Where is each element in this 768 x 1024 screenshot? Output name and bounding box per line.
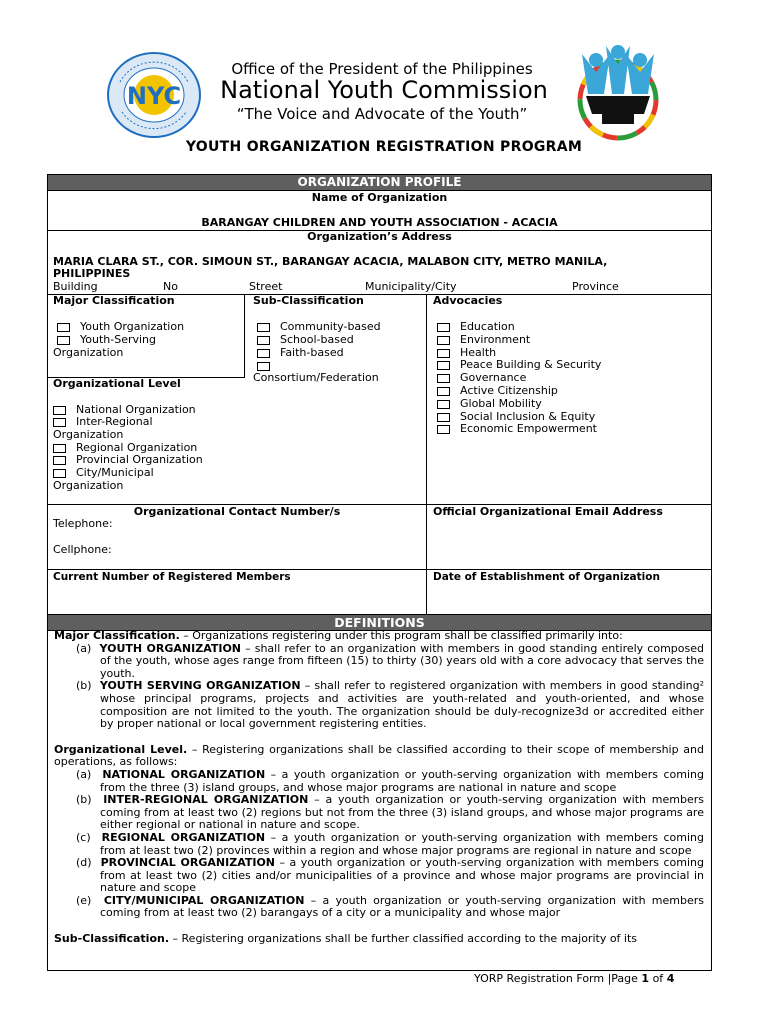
checkbox-inter-regional[interactable]: Inter-Regional xyxy=(53,415,153,428)
checkbox[interactable] xyxy=(437,387,450,396)
checkbox-national-organization[interactable]: National Organization xyxy=(53,403,196,416)
registration-form xyxy=(47,174,712,971)
commission-heading: National Youth Commission xyxy=(220,76,548,104)
checkbox[interactable] xyxy=(57,336,70,345)
definition-national: (a) NATIONAL ORGANIZATION – a youth organization or youth-serving organization with members coming from the three (3) island groups, and whose major programs are national in nature and scope xyxy=(76,767,705,794)
definitions-bar: DEFINITIONS xyxy=(48,615,711,630)
nyc-logo-text: NYC xyxy=(126,82,182,110)
checkbox-community-based[interactable]: Community-based xyxy=(257,320,381,333)
org-name-label: Name of Organization xyxy=(311,191,448,204)
checkbox-education[interactable]: Education xyxy=(437,320,515,333)
checkbox[interactable] xyxy=(437,361,450,370)
checkbox-economic-empowerment[interactable]: Economic Empowerment xyxy=(437,422,597,435)
page-footer: YORP Registration Form |Page 1 of 4 xyxy=(474,972,675,985)
definitions-text xyxy=(54,630,704,946)
checkbox[interactable] xyxy=(53,444,66,453)
org-address-value-line1[interactable]: MARIA CLARA ST., COR. SIMOUN ST., BARANGAY ACACIA, MALABON CITY, METRO MANILA, xyxy=(53,255,608,268)
city-municipal-label-cont: Organization xyxy=(53,479,124,492)
org-address-label: Organization’s Address xyxy=(307,230,452,243)
advocacies-label: Advocacies xyxy=(433,294,503,307)
address-building-label: Building xyxy=(53,280,98,293)
tagline: “The Voice and Advocate of the Youth” xyxy=(236,105,528,123)
email-address-label: Official Organizational Email Address xyxy=(433,505,663,518)
organization-profile-bar: ORGANIZATION PROFILE xyxy=(48,175,711,190)
address-street-label: Street xyxy=(249,280,283,293)
checkbox[interactable] xyxy=(257,323,270,332)
checkbox-social-inclusion[interactable]: Social Inclusion & Equity xyxy=(437,410,595,423)
organizational-level-definition: Organizational Level. – Registering organizations shall be classified according to their scope of membership and operations, as follows: xyxy=(54,742,704,769)
checkbox-city-municipal[interactable]: City/Municipal xyxy=(53,466,154,479)
checkbox-youth-serving[interactable]: Youth-Serving xyxy=(57,333,156,346)
checkbox[interactable] xyxy=(53,406,66,415)
checkbox[interactable] xyxy=(437,323,450,332)
sub-classification-definition: Sub-Classification. – Registering organizations shall be further classified according to the majority of its xyxy=(54,932,638,946)
checkbox-peace-building[interactable]: Peace Building & Security xyxy=(437,358,601,371)
address-province-label: Province xyxy=(572,280,619,293)
contact-numbers-label: Organizational Contact Number/s xyxy=(133,505,341,518)
checkbox-faith-based[interactable]: Faith-based xyxy=(257,346,344,359)
registered-members-label: Current Number of Registered Members xyxy=(53,571,291,583)
consortium-federation-label: Consortium/Federation xyxy=(253,371,379,384)
checkbox-provincial-organization[interactable]: Provincial Organization xyxy=(53,453,203,466)
checkbox[interactable] xyxy=(437,374,450,383)
program-title: YOUTH ORGANIZATION REGISTRATION PROGRAM xyxy=(185,139,583,155)
office-heading: Office of the President of the Philippines xyxy=(231,60,533,78)
major-classification-label: Major Classification xyxy=(53,294,175,307)
org-address-value-line2[interactable]: PHILIPPINES xyxy=(53,267,131,280)
sub-classification-label: Sub-Classification xyxy=(253,294,364,307)
checkbox[interactable] xyxy=(437,336,450,345)
definition-youth-serving-organization: (b) YOUTH SERVING ORGANIZATION – shall refer to registered organization with members in good standing² whose principal programs, projects and activities are youth-related and youth-oriented, and whose composition are not limited to the youth. The organization should be duly-recognize3d or accredited either by proper national or local government registering entities. xyxy=(76,679,704,731)
address-no-label: No xyxy=(163,280,178,293)
checkbox[interactable] xyxy=(257,349,270,358)
definition-youth-organization: (a) YOUTH ORGANIZATION – shall refer to an organization with members in good standing entirely composed of the youth, whose ages range from fifteen (15) to thirty (30) years old with a core advocacy that serves the youth. xyxy=(76,641,704,680)
major-classification-definition: Major Classification. – Organizations registering under this program shall be classified primarily into: xyxy=(54,629,623,642)
checkbox[interactable] xyxy=(57,323,70,332)
establishment-date-label: Date of Establishment of Organization xyxy=(433,571,660,583)
definition-inter-regional: (b) INTER-REGIONAL ORGANIZATION – a youth organization or youth-serving organization with members coming from at least two (2) regions but not from the three (3) island groups, and whose major programs are either regional or national in nature and scope. xyxy=(76,793,705,832)
checkbox[interactable] xyxy=(437,413,450,422)
checkbox[interactable] xyxy=(257,362,270,371)
checkbox[interactable] xyxy=(53,418,66,427)
address-municipality-label: Municipality/City xyxy=(365,280,457,293)
checkbox-environment[interactable]: Environment xyxy=(437,333,530,346)
telephone-field[interactable]: Telephone: xyxy=(53,517,113,530)
definition-regional: (c) REGIONAL ORGANIZATION – a youth organization or youth-serving organization with members coming from at least two (2) provinces within a region and whose major programs are regional in nature and scope xyxy=(76,830,705,857)
checkbox-health[interactable]: Health xyxy=(437,346,496,359)
checkbox[interactable] xyxy=(437,349,450,358)
checkbox[interactable] xyxy=(53,469,66,478)
checkbox-school-based[interactable]: School-based xyxy=(257,333,354,346)
checkbox[interactable] xyxy=(257,336,270,345)
checkbox-youth-organization[interactable]: Youth Organization xyxy=(57,320,184,333)
checkbox-global-mobility[interactable]: Global Mobility xyxy=(437,397,542,410)
inter-regional-label-cont: Organization xyxy=(53,428,124,441)
checkbox-regional-organization[interactable]: Regional Organization xyxy=(53,441,197,454)
checkbox-active-citizenship[interactable]: Active Citizenship xyxy=(437,384,558,397)
definition-provincial: (d) PROVINCIAL ORGANIZATION – a youth organization or youth-serving organization with members coming from at least two (2) cities and/or municipalities of a province and whose major programs are provincial in nature and scope xyxy=(76,856,705,895)
page-number: 1 xyxy=(641,972,650,985)
checkbox[interactable] xyxy=(53,456,66,465)
organizational-level-label: Organizational Level xyxy=(53,377,181,390)
page-total: 4 xyxy=(666,972,675,985)
checkbox[interactable] xyxy=(437,400,450,409)
checkbox[interactable] xyxy=(437,425,450,434)
youth-serving-label-cont: Organization xyxy=(53,346,124,359)
cellphone-field[interactable]: Cellphone: xyxy=(53,543,112,556)
checkbox-governance[interactable]: Governance xyxy=(437,371,526,384)
org-name-value[interactable]: BARANGAY CHILDREN AND YOUTH ASSOCIATION - ACACIA xyxy=(201,216,558,229)
definition-city-municipal: (e) CITY/MUNICIPAL ORGANIZATION – a youth organization or youth-serving organization with members coming from at least two (2) barangays of a city or a municipality and whose major xyxy=(76,893,705,920)
